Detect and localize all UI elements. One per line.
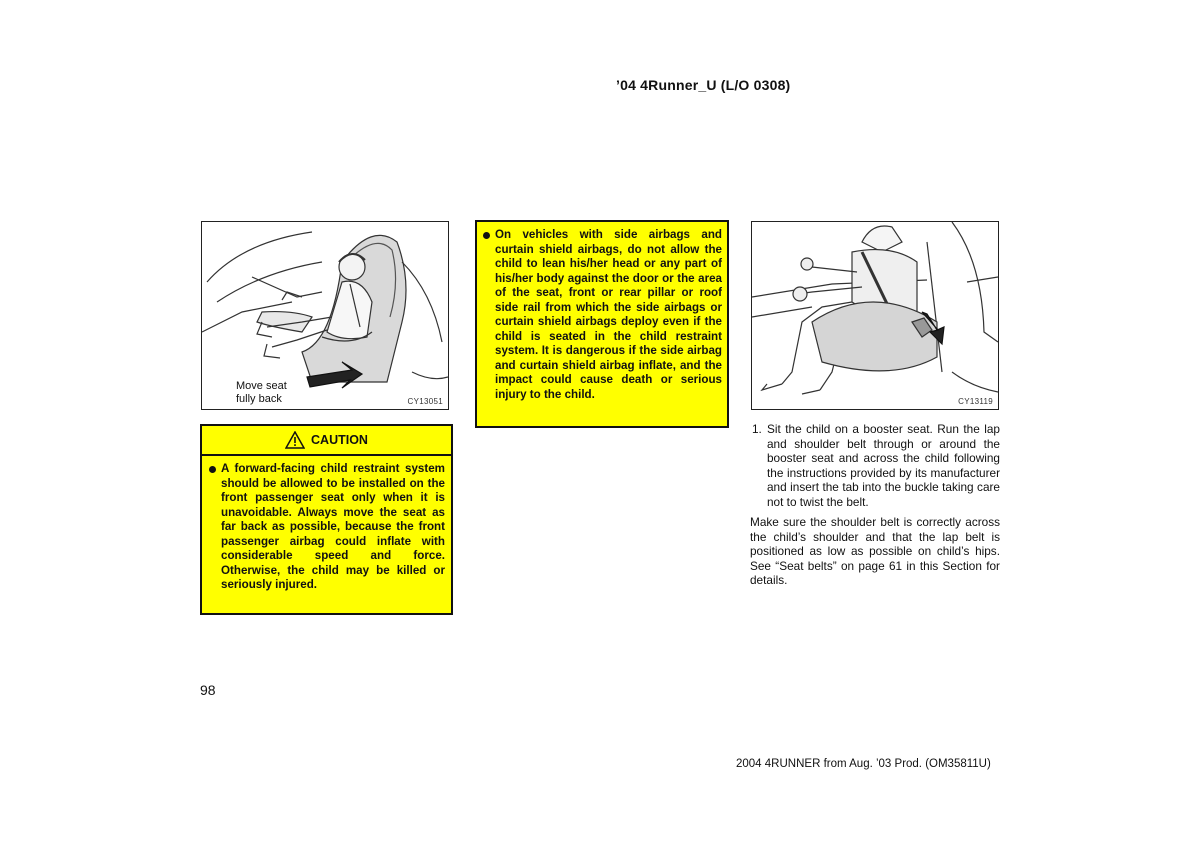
child-on-booster-seat-illustration bbox=[752, 222, 998, 409]
booster-seat-figure bbox=[751, 221, 999, 410]
step-1 bbox=[750, 422, 1000, 509]
document-footer: 2004 4RUNNER from Aug. ’03 Prod. (OM35811U) bbox=[736, 758, 991, 770]
figure-caption: Move seat fully back bbox=[236, 380, 287, 405]
warning-triangle-icon bbox=[285, 431, 305, 449]
side-airbag-warning bbox=[475, 220, 729, 428]
note-paragraph: Make sure the shoulder belt is correctly across the child’s shoulder and that the lap belt is positioned as low as possible on child’s hips. See “Seat belts” on page 61 in this Section for details. bbox=[750, 515, 1000, 587]
caution-text: A forward-facing child restraint system should be allowed to be installed on the front passenger seat only when it is unavoidable. Always move the seat as far back as possible, because the front passenger airbag could inflate with considerable speed and force. Otherwise, the child may be killed or seriously injured. bbox=[207, 462, 445, 593]
figure-code: CY13051 bbox=[407, 397, 443, 406]
caution-heading bbox=[202, 426, 451, 456]
side-airbag-warning-text: On vehicles with side airbags and curtain shield airbags, do not allow the child to lean his/her head or any part of his/her body against the door or the area of the seat, front or rear pillar or roof side rail from which the side airbags or curtain shield airbags deploy even if the child is seated in the child restraint system. It is dangerous if the side airbag and curtain shield airbag inflate, and the impact could cause death or serious injury to the child. bbox=[481, 228, 722, 402]
instructions bbox=[750, 422, 1000, 588]
child-seat-figure bbox=[201, 221, 449, 410]
step-number: 1. bbox=[752, 422, 762, 436]
document-header: ’04 4Runner_U (L/O 0308) bbox=[616, 77, 791, 93]
caution-title: CAUTION bbox=[311, 433, 368, 447]
figure-code: CY13119 bbox=[958, 397, 993, 406]
page-number: 98 bbox=[200, 682, 216, 698]
bullet-icon bbox=[483, 232, 490, 239]
bullet-icon bbox=[209, 466, 216, 473]
caution-box bbox=[200, 424, 453, 615]
step-text: Sit the child on a booster seat. Run the lap and shoulder belt through or around the booster seat and across the child following the instructions provided by its manufacturer and insert the tab into the buckle taking care not to twist the belt. bbox=[767, 422, 1000, 509]
